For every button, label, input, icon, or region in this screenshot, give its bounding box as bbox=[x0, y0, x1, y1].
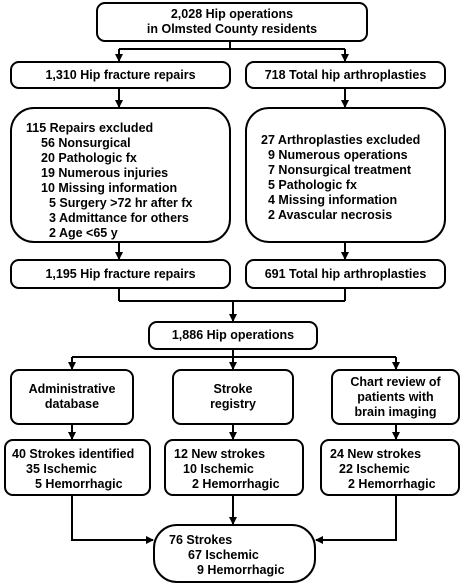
fracture-excluded-item: 10 Missing information bbox=[41, 181, 178, 195]
source-label-line: brain imaging bbox=[354, 404, 437, 419]
fracture-excluded-item: 56 Nonsurgical bbox=[41, 136, 131, 150]
arthro-excluded-box bbox=[245, 107, 446, 243]
result-ischemic: 10 Ischemic bbox=[183, 462, 254, 476]
source-label-line: Stroke bbox=[213, 382, 253, 396]
result-title: 24 New strokes bbox=[330, 447, 422, 461]
fracture-final-box bbox=[10, 259, 231, 289]
combined-total: 1,886 Hip operations bbox=[171, 328, 295, 342]
arrow-to-total-right bbox=[316, 496, 396, 540]
fracture-repairs-box bbox=[10, 61, 231, 89]
result-ischemic: 35 Ischemic bbox=[26, 462, 97, 476]
source-label-line: Administrative bbox=[28, 382, 116, 396]
top-line-1: 2,028 Hip operations bbox=[170, 7, 294, 21]
result-hemorrhagic: 2 Hemorrhagic bbox=[192, 477, 280, 491]
fracture-excluded-item: 3 Admittance for others bbox=[49, 211, 189, 225]
source-label-line: Chart review of bbox=[350, 374, 441, 389]
arthro-excluded-item: 9 Numerous operations bbox=[268, 148, 408, 162]
result-title: 40 Strokes identified bbox=[12, 447, 135, 461]
fracture-excluded-item: 19 Numerous injuries bbox=[41, 166, 169, 180]
total-strokes-box bbox=[153, 524, 316, 583]
result-ischemic: 22 Ischemic bbox=[339, 462, 410, 476]
combined-operations-box bbox=[148, 321, 318, 350]
result-hemorrhagic: 2 Hemorrhagic bbox=[348, 477, 436, 491]
fracture-final: 1,195 Hip fracture repairs bbox=[45, 266, 196, 281]
fracture-excluded-item: 5 Surgery >72 hr after fx bbox=[49, 196, 193, 210]
arthro-excluded-item: 7 Nonsurgical treatment bbox=[268, 163, 412, 177]
source-administrative-box bbox=[10, 369, 134, 425]
arrow-to-total-left bbox=[72, 496, 153, 540]
source-label-line: database bbox=[44, 397, 100, 411]
total-strokes: 76 Strokes bbox=[169, 533, 233, 547]
fracture-excluded-item: 20 Pathologic fx bbox=[41, 151, 137, 165]
top-line-2: in Olmsted County residents bbox=[146, 22, 318, 36]
arthroplasties-box bbox=[245, 61, 446, 89]
source-label-line: registry bbox=[210, 397, 256, 411]
total-ischemic: 67 Ischemic bbox=[188, 548, 259, 562]
arthro-final-box bbox=[245, 259, 446, 289]
result-title: 12 New strokes bbox=[174, 447, 266, 461]
source-registry-box bbox=[172, 369, 294, 425]
source-chart-review-box bbox=[331, 369, 460, 425]
result-hemorrhagic: 5 Hemorrhagic bbox=[35, 477, 123, 491]
source-label-line: patients with bbox=[357, 389, 434, 404]
arthro-excluded-item: 5 Pathologic fx bbox=[268, 178, 357, 192]
arthro-excluded-item: 4 Missing information bbox=[268, 193, 398, 207]
arthro-excluded-item: 2 Avascular necrosis bbox=[268, 208, 393, 222]
fracture-excluded-title: 115 Repairs excluded bbox=[26, 121, 154, 135]
total-hemorrhagic: 9 Hemorrhagic bbox=[197, 563, 285, 577]
result-registry-box bbox=[164, 439, 304, 496]
result-chart-review-box bbox=[320, 439, 460, 496]
arthro-final: 691 Total hip arthroplasties bbox=[264, 266, 427, 281]
fracture-excluded-item: 2 Age <65 y bbox=[49, 226, 118, 240]
result-administrative-box bbox=[4, 439, 151, 496]
total-hip-operations-box bbox=[96, 2, 368, 42]
arthro-excluded-title: 27 Arthroplasties excluded bbox=[261, 133, 421, 147]
arthro-total: 718 Total hip arthroplasties bbox=[264, 67, 427, 82]
fracture-excluded-box bbox=[10, 107, 231, 243]
fracture-total: 1,310 Hip fracture repairs bbox=[45, 67, 196, 82]
